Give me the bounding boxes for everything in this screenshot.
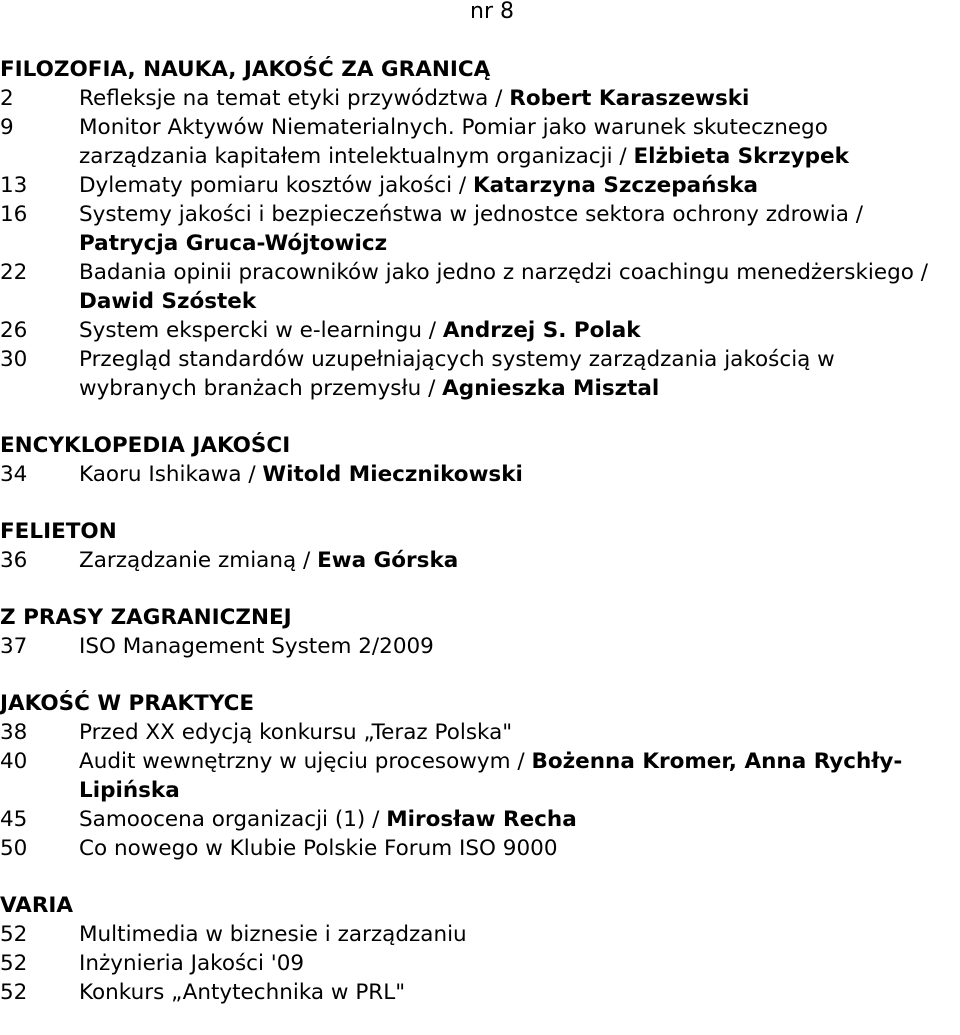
- section-title: ENCYKLOPEDIA JAKOŚCI: [0, 433, 291, 458]
- section-title: VARIA: [0, 893, 74, 918]
- entry-text: Refleksje na temat etyki przywództwa / Robert Karaszewski: [79, 86, 750, 111]
- toc-entry: [0, 978, 960, 1007]
- toc-entry: [0, 805, 960, 834]
- page-number: 52: [0, 922, 28, 947]
- article-title: Dylematy pomiaru kosztów jakości: [79, 173, 453, 198]
- article-title: Inżynieria Jakości '09: [79, 951, 305, 976]
- article-author: Bożenna Kromer, Anna Rychły-Lipińska: [79, 749, 903, 803]
- toc-entry: [0, 632, 960, 661]
- toc-section: [0, 603, 960, 661]
- page-number: 38: [0, 720, 28, 745]
- toc-entry: [0, 834, 960, 863]
- entry-text: Monitor Aktywów Niematerialnych. Pomiar jako warunek skutecznego zarządzania kapitałem intelektualnym organizacji / Elżbieta Skrzypek: [79, 115, 849, 169]
- entry-text: Przegląd standardów uzupełniających systemy zarządzania jakością w wybranych branżach przemysłu / Agnieszka Misztal: [79, 347, 835, 401]
- article-author: Katarzyna Szczepańska: [473, 173, 759, 198]
- article-title: Co nowego w Klubie Polskie Forum ISO 9000: [79, 836, 558, 861]
- article-title: Audit wewnętrzny w ujęciu procesowym: [79, 749, 511, 774]
- toc-entry: [0, 949, 960, 978]
- toc-entry: [0, 84, 960, 113]
- page-number: 9: [0, 115, 14, 140]
- section-title: Z PRASY ZAGRANICZNEJ: [0, 605, 292, 630]
- article-title: Badania opinii pracowników jako jedno z narzędzi coachingu menedżerskiego: [79, 260, 914, 285]
- article-author: Robert Karaszewski: [509, 86, 750, 111]
- article-title: System ekspercki w e-learningu: [79, 318, 422, 343]
- article-title: Monitor Aktywów Niematerialnych. Pomiar jako warunek skutecznego zarządzania kapitałem intelektualnym organizacji: [79, 115, 828, 169]
- section-title: JAKOŚĆ W PRAKTYCE: [0, 691, 255, 716]
- page-number: 37: [0, 634, 28, 659]
- article-author: Mirosław Recha: [386, 807, 577, 832]
- toc-section: [0, 689, 960, 863]
- toc-entry: [0, 200, 960, 258]
- entry-text: Zarządzanie zmianą / Ewa Górska: [79, 548, 459, 573]
- article-title: Refleksje na temat etyki przywództwa: [79, 86, 489, 111]
- page-number: 13: [0, 173, 28, 198]
- article-title: Zarządzanie zmianą: [79, 548, 297, 573]
- entry-text: [79, 632, 960, 661]
- toc-entry: [0, 718, 960, 747]
- article-author: Patrycja Gruca-Wójtowicz: [79, 231, 388, 256]
- article-title: Multimedia w biznesie i zarządzaniu: [79, 922, 467, 947]
- page-number: 22: [0, 260, 28, 285]
- toc-entry: [0, 258, 960, 316]
- toc-section: [0, 517, 960, 575]
- toc-entry: [0, 113, 960, 171]
- article-author: Ewa Górska: [317, 548, 459, 573]
- entry-text: [79, 920, 960, 949]
- entry-text: System ekspercki w e-learningu / Andrzej S. Polak: [79, 318, 641, 343]
- toc-entry: [0, 316, 960, 345]
- page-number: 36: [0, 548, 28, 573]
- article-title: Konkurs „Antytechnika w PRL": [79, 980, 406, 1005]
- article-title: Kaoru Ishikawa: [79, 462, 242, 487]
- toc-entry: [0, 171, 960, 200]
- entry-text: Audit wewnętrzny w ujęciu procesowym / Bożenna Kromer, Anna Rychły-Lipińska: [79, 749, 903, 803]
- toc-section: [0, 431, 960, 489]
- page-number: 16: [0, 202, 28, 227]
- page-number: 52: [0, 980, 28, 1005]
- toc-section: [0, 891, 960, 1007]
- page-number: 30: [0, 347, 28, 372]
- article-author: Dawid Szóstek: [79, 289, 257, 314]
- toc-entry: [0, 460, 960, 489]
- entry-text: [79, 834, 960, 863]
- entry-text: [79, 718, 960, 747]
- page-number: 34: [0, 462, 28, 487]
- toc-entry: [0, 345, 960, 403]
- entry-text: Systemy jakości i bezpieczeństwa w jednostce sektora ochrony zdrowia / Patrycja Gruca-Wójtowicz: [79, 202, 863, 256]
- article-author: Elżbieta Skrzypek: [633, 144, 849, 169]
- article-title: Samoocena organizacji (1): [79, 807, 366, 832]
- entry-text: Kaoru Ishikawa / Witold Miecznikowski: [79, 462, 523, 487]
- section-title: FILOZOFIA, NAUKA, JAKOŚĆ ZA GRANICĄ: [0, 57, 491, 82]
- section-title: FELIETON: [0, 519, 117, 544]
- toc-section: [0, 55, 960, 403]
- page-number: 50: [0, 836, 28, 861]
- article-title: Przegląd standardów uzupełniających systemy zarządzania jakością w wybranych branżach przemysłu: [79, 347, 835, 401]
- entry-text: Badania opinii pracowników jako jedno z narzędzi coachingu menedżerskiego / Dawid Szóstek: [79, 260, 928, 314]
- article-title: ISO Management System 2/2009: [79, 634, 434, 659]
- entry-text: Dylematy pomiaru kosztów jakości / Katarzyna Szczepańska: [79, 173, 759, 198]
- page-number: 2: [0, 86, 14, 111]
- entry-text: [79, 978, 960, 1007]
- table-of-contents: [0, 55, 960, 1035]
- article-author: Witold Miecznikowski: [262, 462, 523, 487]
- page-number: 40: [0, 749, 28, 774]
- entry-text: Samoocena organizacji (1) / Mirosław Recha: [79, 807, 577, 832]
- page-number: 26: [0, 318, 28, 343]
- article-title: Systemy jakości i bezpieczeństwa w jednostce sektora ochrony zdrowia: [79, 202, 849, 227]
- issue-number: nr 8: [470, 0, 514, 24]
- page-number: 52: [0, 951, 28, 976]
- article-author: Agnieszka Misztal: [442, 376, 660, 401]
- article-title: Przed XX edycją konkursu „Teraz Polska": [79, 720, 513, 745]
- toc-entry: [0, 546, 960, 575]
- entry-text: [79, 949, 960, 978]
- toc-entry: [0, 747, 960, 805]
- toc-entry: [0, 920, 960, 949]
- page-number: 45: [0, 807, 28, 832]
- article-author: Andrzej S. Polak: [442, 318, 641, 343]
